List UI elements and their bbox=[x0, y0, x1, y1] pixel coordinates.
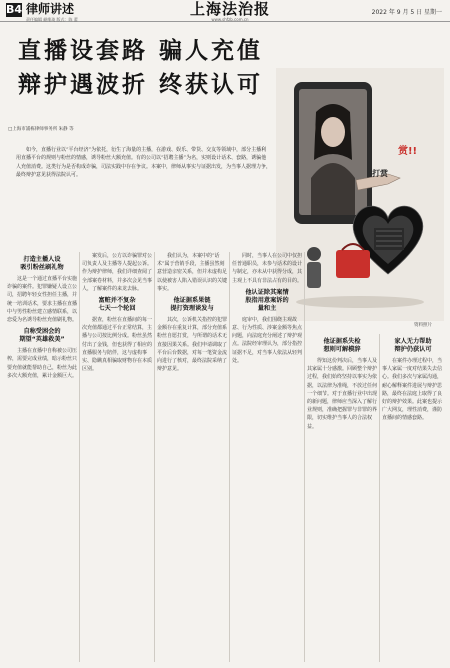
issue-date: 2022 年 9 月 5 日 星期一 bbox=[371, 9, 442, 16]
section-title: 律师讲述 bbox=[26, 2, 75, 16]
body-paragraph: 主播在直播中自称被公司压榨，需要完成业绩，暗示粉丝只要充值就能帮助自己，粉丝为此多次大额充值，累计金额巨大。 bbox=[7, 348, 77, 379]
article-column-6 bbox=[382, 334, 444, 662]
subheading: 他证据系失检 想则可解模辞 bbox=[323, 338, 361, 353]
body-paragraph: 庭审中，我们围绕主观故意、行为性质、涉案金额等焦点问题，向法庭充分阐述了辩护观点。法院经审理认为，部分指控证据不足，对当事人依法从轻判处。 bbox=[232, 316, 302, 364]
body-paragraph: 在案件办理过程中，当事人家属一度对结果失去信心。我们多次与家属沟通，耐心解释案件进展与辩护思路，最终在法庭上取得了良好的辩护效果。此案也提示广大网友，理性消费，谨防直播间的情感套路。 bbox=[382, 358, 443, 422]
headline-line-1: 直播设套路 骗人充值 bbox=[18, 38, 264, 64]
headline bbox=[18, 34, 278, 102]
article-column-4 bbox=[232, 252, 302, 662]
article-column-1 bbox=[7, 252, 77, 662]
image-credit: 资料照片 bbox=[414, 323, 432, 328]
gift-bag bbox=[336, 250, 370, 278]
reward-text-1: 赏!! bbox=[398, 146, 418, 157]
editor-line: 责任编辑 颜维琦 版式：陈 蕾 bbox=[26, 17, 78, 22]
subheading: 自称受困会的 期望“英雄救美” bbox=[19, 328, 65, 344]
body-paragraph: 这是一个通过直播平台实施诈骗的案件。犯罪嫌疑人设立公司，招聘年轻女性担任主播，并统一培训话术，要求主播在直播中与男性粉丝建立感情联系，以恋爱为名诱导粉丝充值刷礼物。 bbox=[7, 276, 77, 324]
page-header bbox=[0, 0, 450, 22]
masthead-name: 上海法治报 bbox=[190, 0, 271, 18]
subheading: 家人无力帮助 辩护仍获认可 bbox=[394, 338, 432, 353]
body-paragraph: 得知这份判决后，当事人及其家属十分感激。回顾整个辩护过程，我们始终坚持以事实为依据，以法律为准绳，不放过任何一个细节。对于直播行业中出现的新问题，律师应当深入了解行业规则，准确把握罪与非罪的界限，切实维护当事人的合法权益。 bbox=[307, 358, 377, 430]
section-block bbox=[6, 3, 78, 23]
reward-text-2: 打赏 bbox=[372, 169, 388, 178]
masthead-url: www.shfzb.com.cn bbox=[211, 17, 249, 22]
subheading: 富赃并不复杂 七天一个轮回 bbox=[98, 297, 136, 313]
body-paragraph: 其次，公诉机关指控的犯罪金额存在重复计算，部分充值系粉丝自愿打赏，与所谓的话术无直接因果关系。我们申请调取了平台后台数据，对每一笔资金流向进行了核对，最终法院采纳了辩护意见。 bbox=[157, 317, 227, 373]
lead-paragraph: 如今，直播行业以“平台经济”为依托，衍生了海量的主播，在游戏、娱乐、带货、交友等领域中，部分主播利用直播平台的规则与粉丝的情感，诱导粉丝大额充值。有的公司以“招聘主播”为名，实则设计话术、套路，诱骗他人充值消费。这类行为是否构成诈骗，司法实践中存在争议。本案中，律师从事实与证据出发，为当事人据理力争，最终辩护意见获得法院认可。 bbox=[16, 147, 271, 179]
page-number: B4 bbox=[6, 3, 23, 16]
body-paragraph: 我们认为，本案中的“话术”属于营销手段，主播虽然刻意营造亲密关系，但并未虚构足以使被害人陷入错误认识的关键事实。 bbox=[157, 253, 227, 292]
body-paragraph: 案发后，公方以诈骗罪对公司负责人及主播等人提起公诉。作为辩护律师，我们详细查阅了全部案卷材料，并多次会见当事人，了解案件的来龙去脉。 bbox=[82, 253, 152, 292]
article-column-3 bbox=[157, 252, 227, 662]
body-paragraph: 同时，当事人在公司中仅担任普通职员，未参与话术的设计与制定，亦未从中获得分成，其主观上不具有非法占有的目的。 bbox=[232, 253, 302, 284]
viewer-figure bbox=[307, 247, 321, 261]
subheading: 打造主播人设 吸引粉丝刷礼物 bbox=[20, 256, 64, 271]
byline: □上海市浦栋律师事务所 朱静 等 bbox=[8, 127, 74, 132]
body-paragraph: 据查，粉丝在直播间的每一次充值都通过平台正常结算，主播与公司按比例分成。粉丝虽然付出了金钱，但也获得了相应的直播服务与陪伴，这与虚构事实、隐瞒真相骗取财物存在本质区别。 bbox=[82, 317, 152, 373]
subheading: 他认证除其案情 股指用意案诉的 量和主 bbox=[245, 288, 289, 312]
subheading: 他证据系果链 提打资理谈发与 bbox=[170, 297, 214, 313]
article-column-5 bbox=[307, 334, 377, 662]
headline-line-2: 辩护遇波折 终获认可 bbox=[18, 72, 264, 98]
masthead bbox=[190, 1, 270, 22]
article-column-2 bbox=[82, 252, 152, 662]
